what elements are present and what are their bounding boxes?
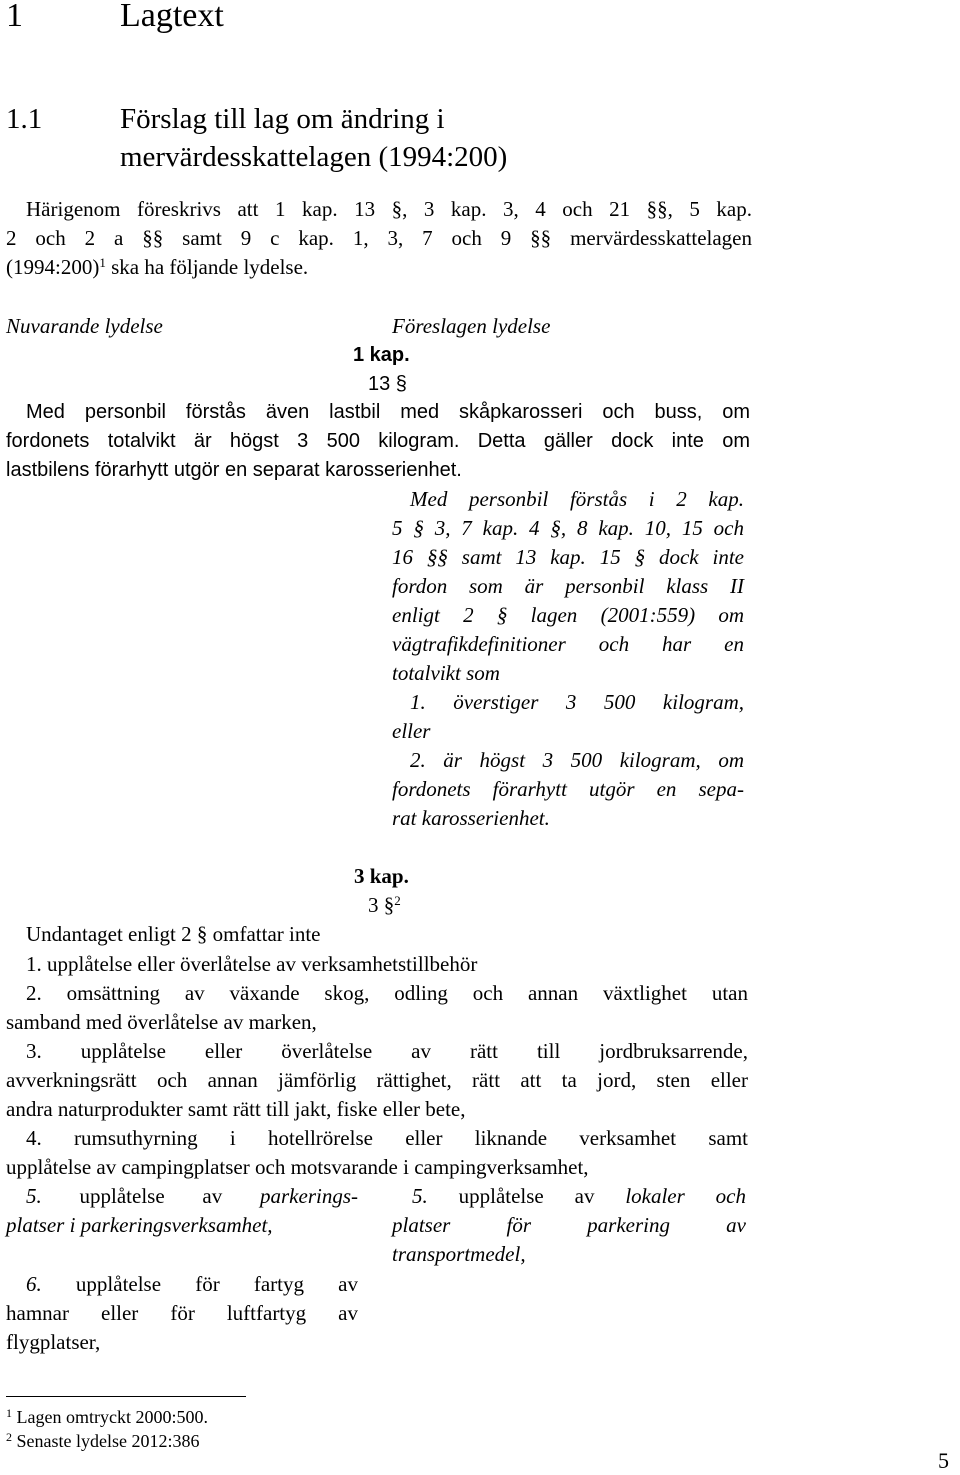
footnote-2-mark: 2 xyxy=(6,1430,12,1444)
kap1-proposed-item2-line2: fordonets förarhytt utgör en sepa- xyxy=(392,777,744,801)
kap3-item5-proposed-line3: transportmedel, xyxy=(392,1242,526,1266)
kap3-item5-current-line1 xyxy=(26,1182,358,1211)
kap1-chapter-heading: 1 kap. xyxy=(353,344,410,366)
kap3-item4-line2: upplåtelse av campingplatser och motsvarande i campingverksamhet, xyxy=(6,1155,589,1179)
footnote-ref-2: 2 xyxy=(394,893,401,908)
kap1-section-heading: 13 § xyxy=(368,373,407,395)
kap3-item6-line1 xyxy=(26,1270,358,1299)
heading1-title: Lagtext xyxy=(120,0,224,34)
kap1-proposed-item1-line1: 1. överstiger 3 500 kilogram, xyxy=(410,690,744,714)
kap1-para-line1: Med personbil förstås även lastbil med skåpkarosseri och buss, om xyxy=(26,401,750,423)
kap3-item5-proposed-line1 xyxy=(412,1182,746,1211)
kap3-item5-current-line2: platser i parkeringsverksamhet, xyxy=(6,1213,273,1237)
kap3-item3-line1: 3. upplåtelse eller överlåtelse av rätt till jordbruksarrende, xyxy=(26,1039,748,1063)
kap1-para-line2: fordonets totalvikt är högst 3 500 kilogram. Detta gäller dock inte om xyxy=(6,430,750,452)
column-header-proposed: Föreslagen lydelse xyxy=(392,314,551,338)
kap1-proposed-item2-line1: 2. är högst 3 500 kilogram, om xyxy=(410,748,744,772)
kap3-item3-line2: avverkningsrätt och annan jämförlig rättighet, rätt att ta jord, sten eller xyxy=(6,1068,748,1092)
kap3-item6-line2: hamnar eller för luftfartyg av xyxy=(6,1301,358,1325)
kap3-item5-proposed-num: 5. xyxy=(412,1184,428,1208)
kap3-item6-line3: flygplatser, xyxy=(6,1330,101,1354)
kap3-item6-text: upplåtelse för fartyg av xyxy=(41,1272,358,1296)
kap1-proposed-line5: enligt 2 § lagen (2001:559) om xyxy=(392,603,744,627)
kap1-proposed-line7: totalvikt som xyxy=(392,661,500,685)
kap3-section-heading xyxy=(368,891,401,920)
kap1-proposed-line1: Med personbil förstås i 2 kap. xyxy=(410,487,744,511)
kap3-item3-line3: andra naturprodukter samt rätt till jakt, fiske eller bete, xyxy=(6,1097,466,1121)
footnote-1 xyxy=(6,1404,208,1430)
kap3-chapter-heading: 3 kap. xyxy=(354,864,409,888)
kap1-proposed-item1-line2: eller xyxy=(392,719,431,743)
kap1-para-line3: lastbilens förarhytt utgör en separat karosserienhet. xyxy=(6,459,462,481)
kap1-proposed-item2-line3: rat karosserienhet. xyxy=(392,806,550,830)
kap1-proposed-line6: vägtrafikdefinitioner och har en xyxy=(392,632,744,656)
footnote-divider xyxy=(6,1396,246,1397)
kap3-item5-current-emph: parkerings- xyxy=(260,1184,358,1208)
page-number: 5 xyxy=(938,1448,949,1473)
kap3-item5-proposed-text: upplåtelse av xyxy=(427,1184,626,1208)
intro-line3-end: ska ha följande lydelse. xyxy=(105,255,309,279)
intro-line2: 2 och 2 a §§ samt 9 c kap. 1, 3, 7 och 9 §§ mervärdesskattelagen xyxy=(6,226,752,250)
kap3-item1: 1. upplåtelse eller överlåtelse av verksamhetstillbehör xyxy=(26,952,478,976)
footnote-ref-1: 1 xyxy=(99,255,106,270)
heading2-line2: mervärdesskattelagen (1994:200) xyxy=(120,141,508,173)
kap3-item5-current-num: 5. xyxy=(26,1184,42,1208)
kap3-intro: Undantaget enligt 2 § omfattar inte xyxy=(26,922,321,946)
kap3-item6-num: 6. xyxy=(26,1272,42,1296)
column-header-current: Nuvarande lydelse xyxy=(6,314,163,338)
kap3-item4-line1: 4. rumsuthyrning i hotellrörelse eller liknande verksamhet samt xyxy=(26,1126,748,1150)
footnote-1-mark: 1 xyxy=(6,1406,12,1420)
kap3-item5-current-text: upplåtelse av xyxy=(41,1184,260,1208)
kap1-proposed-line4: fordon som är personbil klass II xyxy=(392,574,744,598)
kap3-item5-proposed-line2: platser för parkering av xyxy=(392,1213,746,1237)
intro-line3 xyxy=(6,253,308,282)
heading2-number: 1.1 xyxy=(6,103,43,135)
heading2-line1: Förslag till lag om ändring i xyxy=(120,103,445,135)
footnote-2-text: Senaste lydelse 2012:386 xyxy=(12,1431,200,1451)
kap3-item2-line1: 2. omsättning av växande skog, odling och annan växtlighet utan xyxy=(26,981,748,1005)
kap1-proposed-line2: 5 § 3, 7 kap. 4 §, 8 kap. 10, 15 och xyxy=(392,516,744,540)
footnote-2 xyxy=(6,1428,199,1454)
intro-line3-start: (1994:200) xyxy=(6,255,100,279)
kap3-section-number: 3 § xyxy=(368,893,395,917)
intro-line1: Härigenom föreskrivs att 1 kap. 13 §, 3 kap. 3, 4 och 21 §§, 5 kap. xyxy=(26,197,752,221)
kap1-proposed-line3: 16 §§ samt 13 kap. 15 § dock inte xyxy=(392,545,744,569)
footnote-1-text: Lagen omtryckt 2000:500. xyxy=(12,1407,208,1427)
heading1-number: 1 xyxy=(6,0,23,34)
kap3-item5-proposed-emph: lokaler och xyxy=(625,1184,746,1208)
kap3-item2-line2: samband med överlåtelse av marken, xyxy=(6,1010,317,1034)
